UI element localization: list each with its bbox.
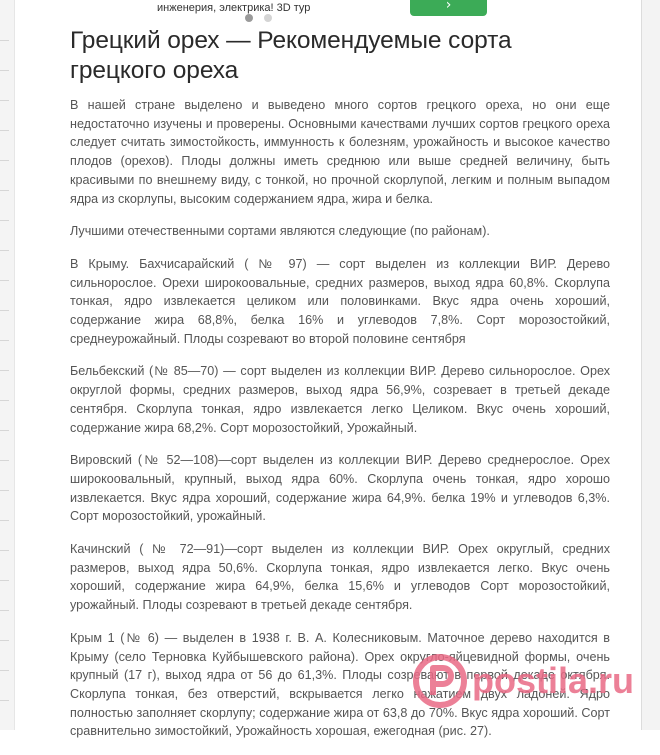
article-paragraph-belbeksky: Бельбекский (№ 85—70) — сорт выделен из коллекции ВИР. Дерево сильнорослое. Орех округлой формы, средних размеров, выход ядра 56,9%, созревает в третьей декаде сентября. Скорлупа тонкая, ядро извлекается легко Целиком. Вкус очень хороший, содержание жира 68,2%. Сорт морозостойкий, Урожайный. (70, 364, 610, 435)
article (70, 26, 610, 755)
gutter-tick (0, 370, 9, 371)
article-paragraph-kachinsky: Качинский ( № 72—91)—сорт выделен из коллекции ВИР. Орех округлый, средних размеров, выход ядра 50,6%. Скорлупа тонкая, ядро извлекается легко. Вкус очень хороший, содержание жира 64,9%, белка 15,6% и углеводов Сорт морозостойкий, урожайный. Плоды созревают в третьей декаде сентября. (70, 542, 610, 613)
ad-text[interactable]: инженерия, электрика! 3D тур (157, 2, 311, 14)
postila-logo-text: postila.ru (472, 660, 635, 701)
ad-next-button[interactable] (410, 0, 487, 16)
carousel-dot-active[interactable] (245, 14, 253, 22)
article-paragraph-krym-1: Крым 1 (№ 6) — выделен в 1938 г. В. А. Колесниковым. Маточное дерево находится в Крыму (село Терновка Куйбышевского района). Орех округло-яйцевидной формы, очень крупный (17 г), выход ядра от 56 до 61,3%. Плоды созревают в первой декаде октября. Скорлупа тонкая, без отверстий, вскрывается легко нажатием двух ладоней. Ядро полностью заполняет скорлупу; содержание жира от 63,8 до 70%. Вкус ядра хороший. Сорт сравнительно зимостойкий, Урожайность хорошая, ежегодная (рис. 27). (70, 630, 610, 739)
gutter-tick (0, 400, 9, 401)
gutter-tick (0, 340, 9, 341)
gutter-tick (0, 310, 9, 311)
carousel-dot[interactable] (264, 14, 272, 22)
article-paragraph-intro: В нашей стране выделено и выведено много сортов грецкого ореха, но они еще недостаточно изучены и проверены. Основными качествами лучших сортов грецкого ореха следует считать зимостойкость, иммунность к болезням, урожайность и высокое качество плодов (орехов). Плоды должны иметь среднюю или выше средней величину, быть красивыми по внешнему виду, с тонкой, но прочной скорлупой, легким и полным выпадом ядра из скорлупы, высоким содержанием ядра, жира и белка. (70, 98, 610, 206)
chevron-right-icon: › (445, 0, 452, 13)
left-sidebar-gutter (0, 0, 15, 730)
page-title: Грецкий орех — Рекомендуемые сорта грецкого ореха (70, 27, 512, 84)
gutter-tick (0, 550, 9, 551)
article-body (70, 96, 610, 741)
gutter-tick (0, 460, 9, 461)
gutter-tick (0, 520, 9, 521)
postila-watermark-logo (410, 650, 640, 712)
gutter-tick (0, 220, 9, 221)
gutter-tick (0, 610, 9, 611)
article-paragraph-virovsky: Вировский (№ 52—108)—сорт выделен из коллекции ВИР. Дерево среднерослое. Орех широкоовальный, крупный, выход ядра 60%. Скорлупа очень тонкая, ядро хорошо извлекается. Вкус ядра хороший, содержание жира 64,9%. белка 19% и углеводов 6,3%. Сорт морозостойкий, урожайный. (70, 453, 610, 524)
gutter-tick (0, 280, 9, 281)
gutter-tick (0, 700, 9, 701)
gutter-tick (0, 190, 9, 191)
gutter-tick (0, 490, 9, 491)
right-page-edge (641, 0, 660, 730)
gutter-tick (0, 670, 9, 671)
gutter-tick (0, 580, 9, 581)
gutter-tick (0, 130, 9, 131)
ad-banner[interactable] (14, 0, 641, 26)
postila-logo-icon-letter (433, 668, 451, 695)
article-paragraph-bakhchisaraisky: В Крыму. Бахчисарайский ( № 97) — сорт выделен из коллекции ВИР. Дерево сильнорослое. Орехи широкоовальные, средних размеров, выход ядра 60,8%. Скорлупа тонкая, ядро извлекается целиком или половинками. Вкус ядра очень хороший, содержание жира 68,8%, белка 16% и углеводов 7,8%. Сорт морозостойкий, среднеурожайный. Плоды созревают во второй половине сентября (70, 256, 610, 346)
gutter-tick (0, 160, 9, 161)
gutter-tick (0, 430, 9, 431)
gutter-tick (0, 40, 9, 41)
gutter-tick (0, 70, 9, 71)
article-paragraph-best-varieties: Лучшими отечественными сортами являются следующие (по районам). (70, 224, 490, 239)
gutter-tick (0, 100, 9, 101)
gutter-tick (0, 250, 9, 251)
gutter-tick (0, 640, 9, 641)
